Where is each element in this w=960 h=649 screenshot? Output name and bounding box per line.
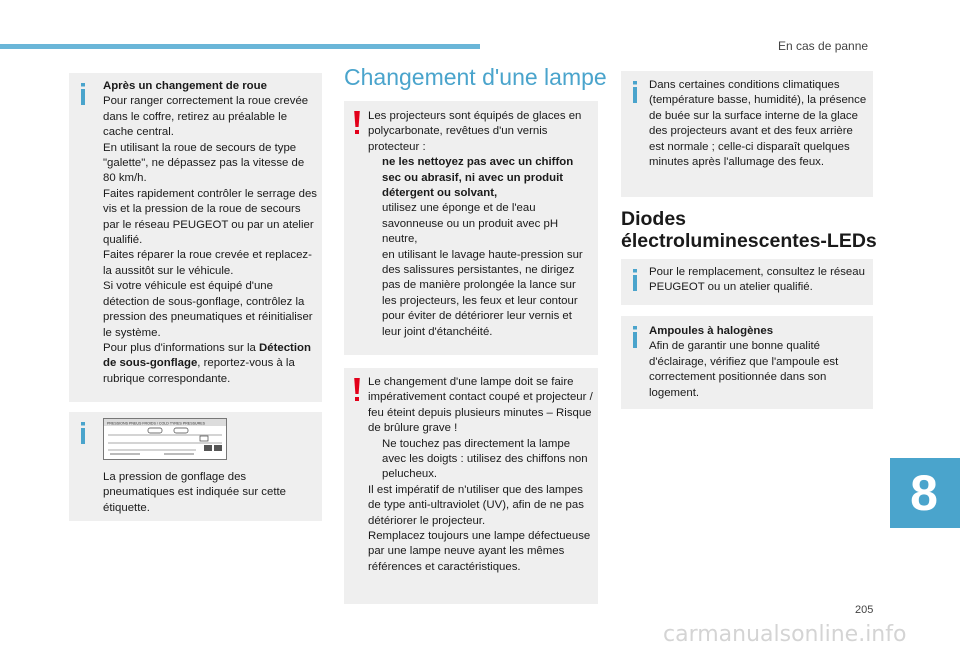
paragraph: Pour le remplacement, consultez le réseau PEUGEOT ou un atelier qualifié.: [649, 266, 865, 294]
tire-label-drawing: [104, 419, 226, 459]
paragraph: Dans certaines conditions climatiques (température basse, humidité), la présence de buée sur la surface interne de la glace des projecteurs avant et des feux arrière est normale ; celle-ci disparaît quelques minutes après l'allumage des feux.: [649, 79, 867, 169]
paragraph: [103, 341, 320, 387]
info-box-condensation: [621, 71, 873, 197]
list-item-text: utilisez une éponge et de l'eau savonneuse ou un produit avec pH neutre,: [382, 202, 559, 246]
list-item-text: en utilisant le lavage haute-pression sur des salissures persistantes, ne dirigez pas de manière prolongée la lance sur les projecteurs, les feux et leur contour pour éviter de détériorer leur vernis et leur joint d'étanchéité.: [382, 248, 583, 338]
list-item: [368, 248, 592, 340]
bullet-marker: [368, 437, 382, 483]
bullet-marker: [368, 201, 382, 247]
box-title: Après un changement de roue: [103, 80, 267, 92]
header-accent-bar: [0, 44, 480, 49]
info-icon: [627, 326, 643, 348]
paragraph: La pression de gonflage des pneumatiques est indiquée sur cette étiquette.: [103, 471, 287, 514]
watermark: carmanualsonline.info: [663, 622, 907, 647]
tire-label-header: PRESSIONS PNEUS FROIDS / COLD TYRES PRESSURES: [107, 421, 205, 426]
list-item: [368, 201, 592, 247]
paragraph: Faites réparer la roue crevée et replacez-la aussitôt sur le véhicule.: [103, 249, 312, 277]
info-icon: [75, 83, 91, 105]
section-heading-leds: [621, 208, 877, 252]
paragraph: En utilisant la roue de secours de type "galette", ne dépassez pas la vitesse de 80 km/h.: [103, 141, 305, 185]
warning-icon: [351, 111, 363, 135]
warning-box-headlamp-cleaning: [344, 101, 598, 355]
paragraph: Faites rapidement contrôler le serrage des vis et la pression de la roue de secours par le réseau PEUGEOT ou par un atelier qualifié.: [103, 187, 317, 247]
paragraph: Le changement d'une lampe doit se faire impérativement contact coupé et projecteur / feu éteint depuis plusieurs minutes – Risque de brûlure grave !: [368, 376, 593, 435]
info-icon: [627, 81, 643, 103]
info-box-halogen-bulbs: [621, 316, 873, 409]
box-title: Ampoules à halogènes: [649, 325, 774, 337]
info-box-tire-label: [69, 412, 322, 521]
list-item-text: Ne touchez pas directement la lampe avec les doigts : utilisez des chiffons non pelucheux.: [382, 437, 588, 481]
section-heading-lamp-change: Changement d'une lampe: [344, 64, 607, 90]
list-item: [368, 437, 596, 483]
info-icon: [627, 269, 643, 291]
paragraph: Si votre véhicule est équipé d'une détection de sous-gonflage, contrôlez la pression des pneumatiques et réinitialiser le système.: [103, 280, 313, 339]
list-item: [368, 155, 592, 201]
tire-pressure-label-image: [103, 418, 227, 460]
list-item-text: ne les nettoyez pas avec un chiffon sec ou abrasif, ni avec un produit détergent ou solvant,: [382, 156, 574, 200]
text-fragment: , reportez-vous à la rubrique correspondante.: [103, 357, 295, 385]
heading-line: Diodes: [621, 208, 687, 230]
paragraph: Les projecteurs sont équipés de glaces en polycarbonate, revêtues d'un vernis protecteur :: [368, 110, 582, 153]
info-box-wheel-change: [69, 73, 322, 402]
warning-box-lamp-safety: [344, 368, 598, 604]
bullet-marker: [368, 155, 382, 201]
heading-line: électroluminescentes-LEDs: [621, 230, 877, 252]
info-box-led-replacement: [621, 259, 873, 305]
chapter-number: 8: [910, 465, 938, 521]
warning-icon: [351, 378, 363, 402]
section-title: En cas de panne: [778, 39, 869, 53]
paragraph: Afin de garantir une bonne qualité d'éclairage, vérifiez que l'ampoule est correctement positionnée dans son logement.: [649, 340, 839, 399]
page-number: 205: [855, 604, 874, 616]
info-icon: [75, 422, 91, 444]
text-fragment: Pour plus d'informations sur la: [103, 341, 260, 354]
paragraph: Pour ranger correctement la roue crevée dans le coffre, retirez au préalable le cache central.: [103, 95, 309, 139]
paragraph: Il est impératif de n'utiliser que des lampes de type anti-ultraviolet (UV), afin de ne pas détériorer le projecteur.: [368, 483, 584, 527]
bullet-marker: [368, 248, 382, 340]
paragraph: Remplacez toujours une lampe défectueuse par une lampe neuve ayant les mêmes références et caractéristiques.: [368, 530, 591, 573]
cross-reference: Détection de sous-gonflage: [103, 341, 311, 370]
